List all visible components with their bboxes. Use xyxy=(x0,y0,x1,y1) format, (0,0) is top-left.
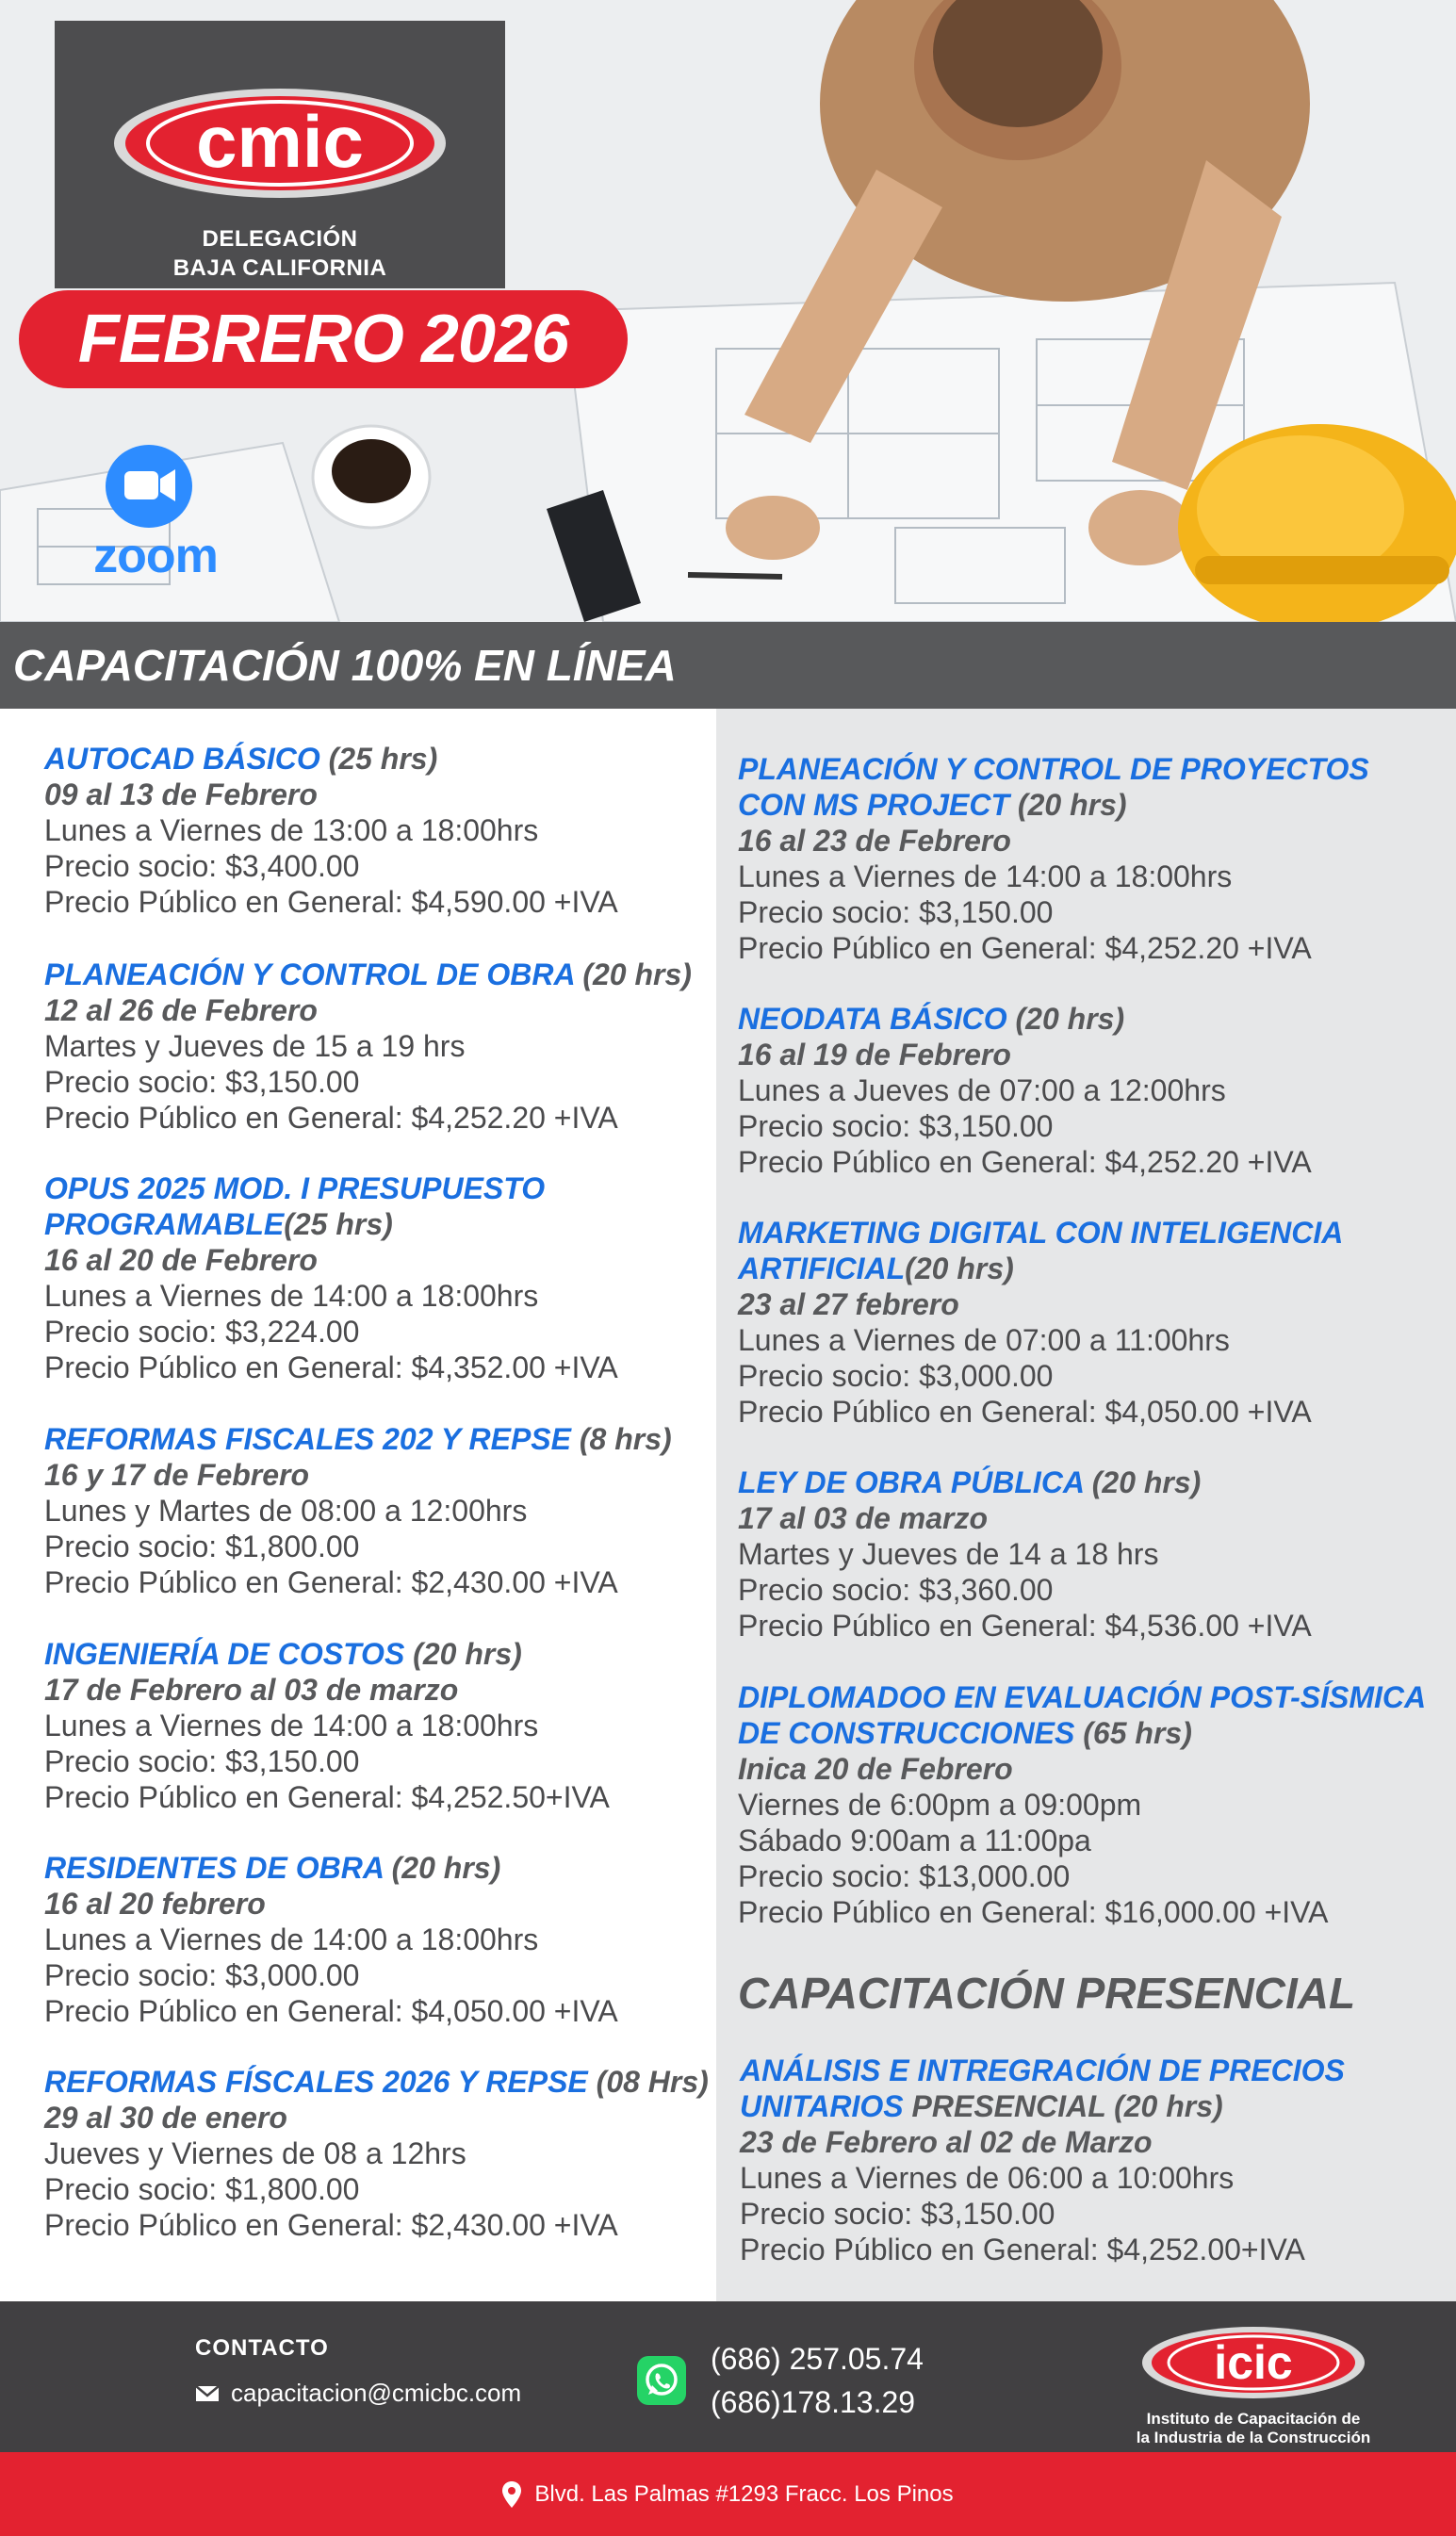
course-public-price: Precio Público en General: $4,536.00 +IVA xyxy=(738,1609,1312,1643)
course-title: REFORMAS FÍSCALES 2026 Y REPSE (08 Hrs) xyxy=(44,2065,709,2099)
cmic-logo-text: cmic xyxy=(196,100,364,183)
course-member-price: Precio socio: $13,000.00 xyxy=(738,1859,1071,1893)
footer-address-bar xyxy=(0,2452,1456,2536)
course-neodata xyxy=(738,1001,1312,1180)
course-dates: 23 de Febrero al 02 de Marzo xyxy=(740,2125,1153,2159)
icic-logo xyxy=(1121,2320,1385,2405)
course-schedule: Lunes y Martes de 08:00 a 12:00hrs xyxy=(44,1494,528,1528)
course-member-price: Precio socio: $3,150.00 xyxy=(738,1109,1054,1143)
course-title: DE CONSTRUCCIONES (65 hrs) xyxy=(738,1716,1192,1750)
zoom-video-icon xyxy=(77,443,198,528)
envelope-icon xyxy=(195,2384,220,2403)
course-public-price: Precio Público en General: $4,252.20 +IVA xyxy=(738,931,1312,965)
course-public-price: Precio Público en General: $4,252.20 +IVA xyxy=(44,1101,618,1135)
course-public-price: Precio Público en General: $4,252.20 +IVA xyxy=(738,1145,1312,1179)
course-diplomado-post-sismica xyxy=(738,1679,1426,1930)
course-title-line-1: MARKETING DIGITAL CON INTELIGENCIA xyxy=(738,1216,1344,1250)
course-schedule: Jueves y Viernes de 08 a 12hrs xyxy=(44,2136,466,2170)
course-member-price: Precio socio: $3,150.00 xyxy=(740,2197,1055,2231)
course-schedule: Lunes a Viernes de 07:00 a 11:00hrs xyxy=(738,1323,1230,1357)
delegation-line-1: DELEGACIÓN xyxy=(202,226,358,252)
course-schedule: Lunes a Viernes de 14:00 a 18:00hrs xyxy=(44,1922,539,1956)
phone-numbers xyxy=(637,2337,924,2424)
course-ley-obra-publica xyxy=(738,1464,1312,1644)
course-planeacion-obra xyxy=(44,957,692,1136)
course-public-price: Precio Público en General: $4,050.00 +IVA xyxy=(738,1395,1312,1429)
course-schedule: Lunes a Viernes de 13:00 a 18:00hrs xyxy=(44,813,539,847)
course-dates: 17 de Febrero al 03 de marzo xyxy=(44,1673,459,1707)
course-public-price: Precio Público en General: $4,050.00 +IVA xyxy=(44,1994,618,2028)
course-member-price: Precio socio: $3,150.00 xyxy=(44,1065,360,1099)
zoom-wordmark: zoom xyxy=(93,529,218,583)
course-schedule: Lunes a Viernes de 06:00 a 10:00hrs xyxy=(740,2161,1235,2195)
course-reformas-fiscales xyxy=(44,1421,672,1600)
contact-email-link[interactable]: capacitacion@cmicbc.com xyxy=(231,2379,522,2407)
course-member-price: Precio socio: $3,150.00 xyxy=(44,1744,360,1778)
course-title: PLANEACIÓN Y CONTROL DE OBRA (20 hrs) xyxy=(44,957,692,991)
cmic-logo-panel xyxy=(55,21,505,288)
course-schedule: Lunes a Viernes de 14:00 a 18:00hrs xyxy=(44,1279,539,1313)
course-member-price: Precio socio: $1,800.00 xyxy=(44,1530,360,1563)
course-public-price: Precio Público en General: $4,252.00+IVA xyxy=(740,2233,1305,2266)
course-schedule: Lunes a Viernes de 14:00 a 18:00hrs xyxy=(44,1709,539,1742)
location-pin-icon xyxy=(502,2481,521,2508)
course-title: UNITARIOS PRESENCIAL (20 hrs) xyxy=(740,2089,1223,2123)
course-member-price: Precio socio: $3,224.00 xyxy=(44,1315,360,1349)
course-ingenieria-costos xyxy=(44,1636,610,1815)
address-text: Blvd. Las Palmas #1293 Fracc. Los Pinos xyxy=(534,2480,954,2507)
course-dates: 16 al 23 de Febrero xyxy=(738,824,1011,858)
course-title: NEODATA BÁSICO (20 hrs) xyxy=(738,1002,1125,1036)
cmic-logo xyxy=(55,21,505,228)
course-dates: 16 y 17 de Febrero xyxy=(44,1458,310,1492)
course-member-price: Precio socio: $3,150.00 xyxy=(738,895,1054,929)
icic-logo-block xyxy=(1121,2320,1385,2447)
hero-banner xyxy=(0,0,1456,622)
course-dates: 09 al 13 de Febrero xyxy=(44,777,318,811)
course-precios-unitarios xyxy=(740,2053,1345,2267)
course-autocad xyxy=(44,741,618,920)
course-marketing-digital xyxy=(738,1215,1343,1430)
course-title: ARTIFICIAL(20 hrs) xyxy=(738,1252,1014,1285)
contact-email-row[interactable] xyxy=(195,2379,521,2408)
course-schedule: Martes y Jueves de 15 a 19 hrs xyxy=(44,1029,466,1063)
course-schedule: Lunes a Viernes de 14:00 a 18:00hrs xyxy=(738,859,1233,893)
course-dates: 17 al 03 de marzo xyxy=(738,1501,989,1535)
course-member-price: Precio socio: $3,360.00 xyxy=(738,1573,1054,1607)
course-schedule: Lunes a Jueves de 07:00 a 12:00hrs xyxy=(738,1073,1226,1107)
course-title: CON MS PROJECT (20 hrs) xyxy=(738,788,1127,822)
course-schedule: Sábado 9:00am a 11:00pa xyxy=(738,1824,1091,1857)
course-member-price: Precio socio: $3,400.00 xyxy=(44,849,360,883)
course-title: PROGRAMABLE(25 hrs) xyxy=(44,1207,393,1241)
icic-caption-line-2: la Industria de la Construcción xyxy=(1136,2429,1371,2446)
phone-1[interactable]: (686) 257.05.74 xyxy=(711,2342,924,2376)
course-title-line-1: OPUS 2025 MOD. I PRESUPUESTO xyxy=(44,1171,546,1205)
course-reformas-fiscales-2026 xyxy=(44,2064,709,2243)
course-dates: 16 al 20 febrero xyxy=(44,1887,266,1921)
contact-label: CONTACTO xyxy=(195,2335,329,2361)
course-dates: 16 al 19 de Febrero xyxy=(738,1038,1011,1072)
course-title-line-1: PLANEACIÓN Y CONTROL DE PROYECTOS xyxy=(738,752,1369,786)
course-dates: Inica 20 de Febrero xyxy=(738,1752,1013,1786)
course-member-price: Precio socio: $3,000.00 xyxy=(738,1359,1054,1393)
course-schedule: Viernes de 6:00pm a 09:00pm xyxy=(738,1788,1142,1822)
phone-2[interactable]: (686)178.13.29 xyxy=(711,2385,916,2419)
course-dates: 12 al 26 de Febrero xyxy=(44,993,318,1027)
course-public-price: Precio Público en General: $4,252.50+IVA xyxy=(44,1780,610,1814)
course-dates: 23 al 27 febrero xyxy=(738,1287,959,1321)
course-dates: 29 al 30 de enero xyxy=(44,2101,287,2135)
course-title-line-1: ANÁLISIS E INTREGRACIÓN DE PRECIOS xyxy=(740,2053,1345,2087)
course-title: INGENIERÍA DE COSTOS (20 hrs) xyxy=(44,1637,522,1671)
course-public-price: Precio Público en General: $4,352.00 +IVA xyxy=(44,1350,618,1384)
whatsapp-icon[interactable] xyxy=(637,2356,686,2405)
icic-logo-text: icic xyxy=(1214,2336,1293,2389)
course-public-price: Precio Público en General: $16,000.00 +IVA xyxy=(738,1895,1329,1929)
course-ms-project xyxy=(738,751,1369,966)
course-public-price: Precio Público en General: $2,430.00 +IVA xyxy=(44,2208,618,2242)
course-title: RESIDENTES DE OBRA (20 hrs) xyxy=(44,1851,501,1885)
course-dates: 16 al 20 de Febrero xyxy=(44,1243,318,1277)
in-person-training-heading: CAPACITACIÓN PRESENCIAL xyxy=(738,1969,1356,2018)
course-title-line-1: DIPLOMADOO EN EVALUACIÓN POST-SÍSMICA xyxy=(738,1680,1427,1714)
course-public-price: Precio Público en General: $2,430.00 +IVA xyxy=(44,1565,618,1599)
delegation-line-2: BAJA CALIFORNIA xyxy=(172,255,387,281)
course-public-price: Precio Público en General: $4,590.00 +IVA xyxy=(44,885,618,919)
course-title: LEY DE OBRA PÚBLICA (20 hrs) xyxy=(738,1465,1202,1499)
course-schedule: Martes y Jueves de 14 a 18 hrs xyxy=(738,1537,1159,1571)
course-residentes-obra xyxy=(44,1850,618,2029)
month-banner: FEBRERO 2026 xyxy=(19,290,628,388)
online-training-heading: CAPACITACIÓN 100% EN LÍNEA xyxy=(0,622,1456,709)
course-member-price: Precio socio: $3,000.00 xyxy=(44,1958,360,1992)
course-title: REFORMAS FISCALES 202 Y REPSE (8 hrs) xyxy=(44,1422,672,1456)
course-title: AUTOCAD BÁSICO (25 hrs) xyxy=(44,742,438,776)
course-member-price: Precio socio: $1,800.00 xyxy=(44,2172,360,2206)
icic-caption-line-1: Instituto de Capacitación de xyxy=(1146,2410,1361,2428)
course-opus xyxy=(44,1170,618,1385)
